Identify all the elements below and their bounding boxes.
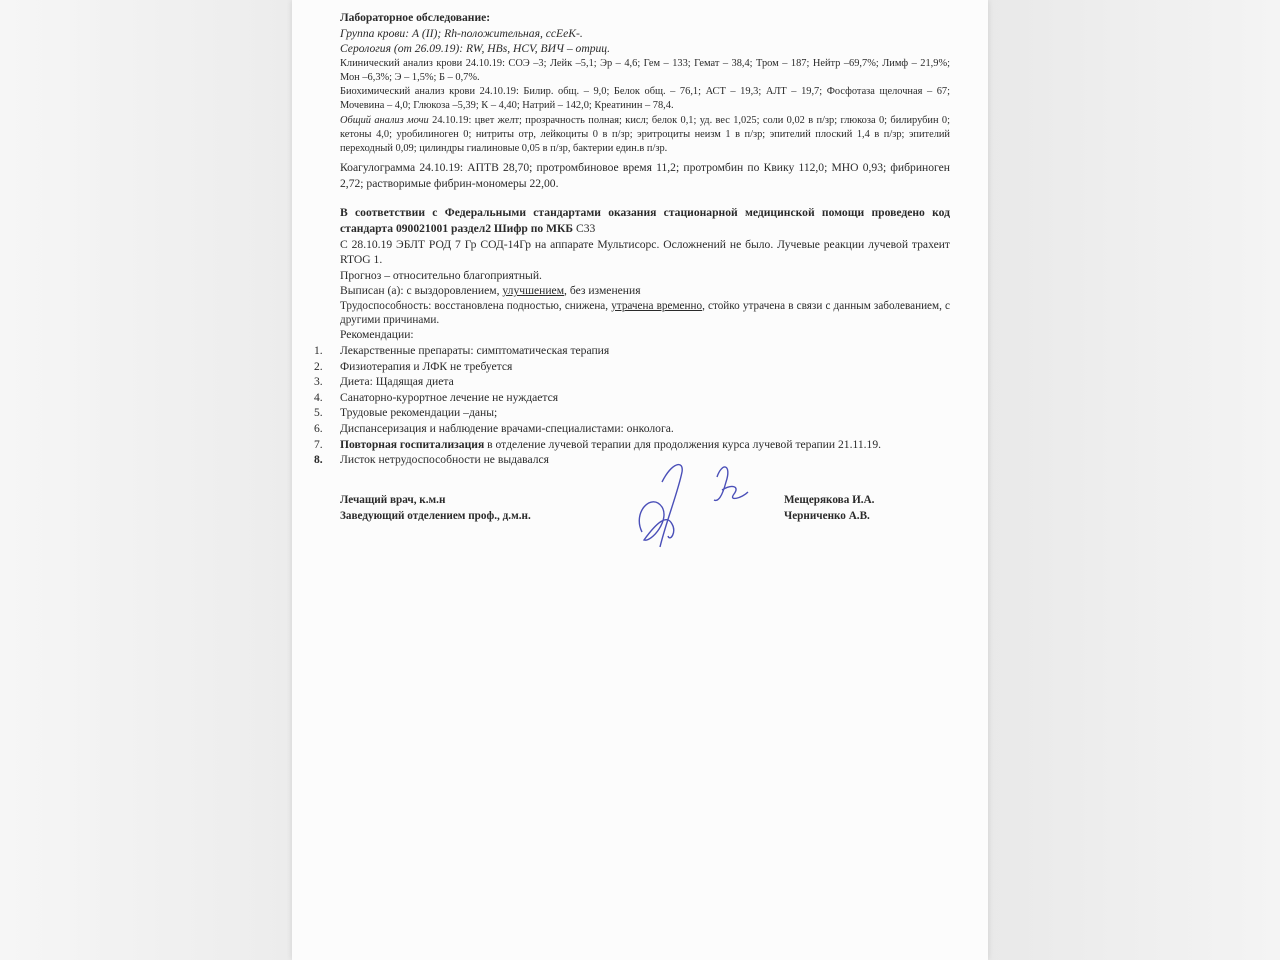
list-item: 7. Повторная госпитализация в отделение лучевой терапии для продолжения курса лучевой терапии 21.11.19. xyxy=(314,437,882,451)
list-item: 4. Санаторно-курортное лечение не нуждается xyxy=(314,390,559,404)
signature-names xyxy=(784,492,874,524)
doctor-title: Лечащий врач, к.м.н xyxy=(340,493,446,506)
list-item: 1. Лекарственные препараты: симптоматическая терапия xyxy=(314,343,610,357)
standard-statement xyxy=(340,205,950,236)
list-item: 6. Диспансеризация и наблюдение врачами-специалистами: онколога. xyxy=(314,421,674,435)
document-page xyxy=(292,0,988,960)
blood-group: Группа крови: А (II); Rh-положительная, ccEeK-. xyxy=(340,26,583,40)
signature-block xyxy=(340,482,950,542)
recommendations-heading: Рекомендации: xyxy=(340,328,414,342)
background-left xyxy=(0,0,292,960)
discharge-post: , без изменения xyxy=(564,284,641,298)
handwritten-signature xyxy=(622,452,772,552)
background-right xyxy=(988,0,1280,960)
cbc-results: Клинический анализ крови 24.10.19: СОЭ –3; Лейк –5,1; Эр – 4,6; Гем – 133; Гемат – 38,4; Тром – 187; Нейтр –69,7%; Лимф – 21,9%; Мон –6,3%; Э – 1,5%; Б – 0,7%. xyxy=(340,57,950,83)
urine-results xyxy=(340,114,950,157)
prognosis-text: Прогноз – относительно благоприятный. xyxy=(340,268,542,282)
discharge-status xyxy=(340,283,950,299)
serology: Серология (от 26.09.19): RW, HBs, HCV, ВИЧ – отриц. xyxy=(340,42,611,56)
discharge-pre: Выписан (а): с выздоровлением, xyxy=(340,284,503,298)
urine-label: Общий анализ мочи xyxy=(340,114,429,126)
document-content xyxy=(314,10,950,542)
discharge-selected: улучшением xyxy=(502,284,565,298)
treatment-text: С 28.10.19 ЭБЛТ РОД 7 Гр СОД-14Гр на аппарате Мультисорс. Осложнений не было. Лучевые реакции лучевой трахеит RTOG 1. xyxy=(340,237,950,267)
icd-code: С33 xyxy=(573,221,596,235)
work-pre: Трудоспособность: восстановлена подностью, снижена, xyxy=(340,299,612,312)
work-post: , стойко утрачена в связи с данным заболеванием, с другими причинами. xyxy=(340,299,950,327)
coag-results: Коагулограмма 24.10.19: АПТВ 28,70; протромбиновое время 11,2; протромбин по Квику 112,0; МНО 0,93; фибриноген 2,72; растворимые фибрин-мономеры 22,00. xyxy=(340,161,950,190)
lab-heading: Лабораторное обследование: xyxy=(340,11,491,24)
doctor-name: Мещерякова И.А. xyxy=(784,493,875,506)
work-capacity xyxy=(340,299,950,327)
list-item: 5. Трудовые рекомендации –даны; xyxy=(314,406,498,420)
standard-bold-text: В соответствии с Федеральными стандартами оказания стационарной медицинской помощи проведено код стандарта 090021001 раздел2 Шифр по МКБ xyxy=(340,206,950,235)
rehospitalization-label: Повторная госпитализация xyxy=(340,437,485,451)
recommendations-list xyxy=(314,343,950,468)
signature-titles xyxy=(340,492,531,524)
list-item: 8. Листок нетрудоспособности не выдавался xyxy=(314,453,549,467)
head-title: Заведующий отделением проф., д.м.н. xyxy=(340,509,531,522)
list-item: 2. Физиотерапия и ЛФК не требуется xyxy=(314,359,513,373)
list-item: 3. Диета: Щадящая диета xyxy=(314,375,454,389)
urine-text: 24.10.19: цвет желт; прозрачность полная; кисл; белок 0,1; уд. вес 1,025; соли 0,02 в п/зр; глюкоза 0; билирубин 0; кетоны 4,0; уробилиноген 0; нитриты отр, лейкоциты 0 в п/зр; эритроциты неизм 1 в п/зр; эпителий плоский 1,4 в п/зр; эпителий переходный 0,09; цилиндры гиалиновые 0,05 в п/зр, бактерии един.в п/зр. xyxy=(340,114,950,154)
head-name: Черниченко А.В. xyxy=(784,509,870,522)
work-selected: утрачена временно xyxy=(611,299,703,312)
biochem-results: Биохимический анализ крови 24.10.19: Билир. общ. – 9,0; Белок общ. – 76,1; АСТ – 19,3; АЛТ – 19,7; Фосфотаза щелочная – 67; Мочевина – 4,0; Глюкоза –5,39; К – 4,40; Натрий – 142,0; Креатинин – 78,4. xyxy=(340,86,950,112)
